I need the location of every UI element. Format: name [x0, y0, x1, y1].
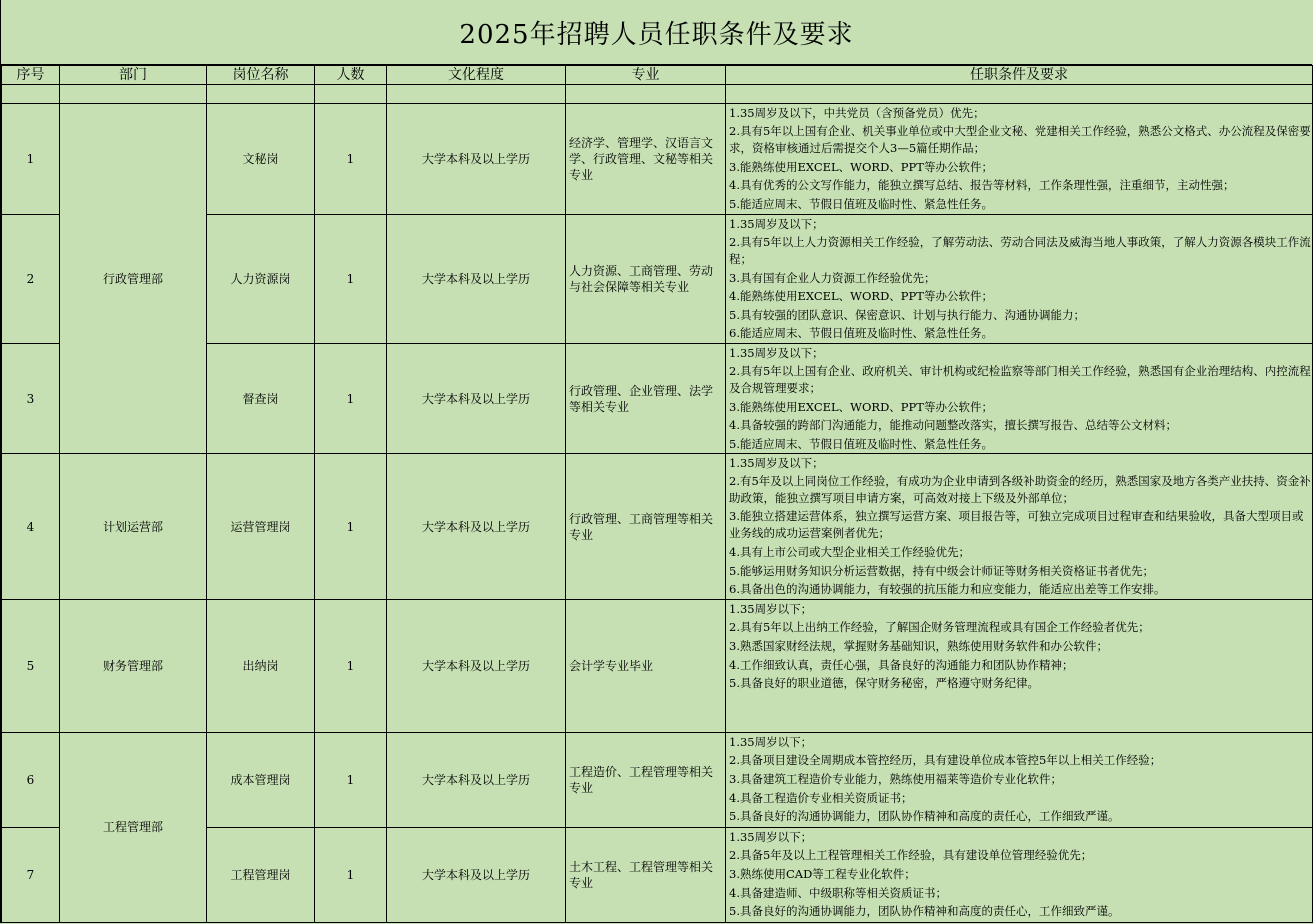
requirement-line: 2.具有5年以上人力资源相关工作经验，了解劳动法、劳动合同法及威海当地人事政策，了解人力资源各模块工作流程； — [729, 234, 1311, 267]
cell-count[interactable]: 1 — [315, 732, 387, 827]
requirement-line: 1.35周岁以下； — [729, 734, 813, 749]
requirement-line: 1.35周岁及以下； — [729, 456, 824, 471]
requirement-line: 1.35周岁及以下； — [729, 346, 824, 360]
header-row — [2, 66, 1313, 85]
empty-cell[interactable] — [60, 85, 207, 104]
requirement-line: 3.熟练使用CAD等工程专业化软件； — [729, 866, 916, 881]
requirement-line: 3.能熟练使用EXCEL、WORD、PPT等办公软件； — [729, 159, 993, 174]
cell-department[interactable]: 行政管理部 — [60, 104, 207, 454]
requirement-line: 4.工作细致认真，责任心强，具备良好的沟通能力和团队协作精神； — [729, 657, 1074, 672]
header-education[interactable]: 文化程度 — [387, 66, 566, 85]
requirement-line: 2.具备5年及以上工程管理相关工作经验，具有建设单位管理经验优先； — [729, 848, 1093, 863]
empty-cell[interactable] — [207, 85, 315, 104]
requirement-line: 4.具备工程造价专业相关资质证书； — [729, 790, 913, 805]
header-requirements[interactable]: 任职条件及要求 — [726, 66, 1313, 85]
requirement-line: 5.能适应周末、节假日值班及临时性、紧急性任务。 — [729, 196, 993, 211]
table-row — [2, 104, 1313, 215]
requirement-line: 5.具备良好的沟通协调能力，团队协作精神和高度的责任心，工作细致严谨。 — [729, 904, 1120, 919]
requirement-line: 1.35周岁及以下，中共党员（含预备党员）优先； — [729, 106, 985, 120]
page-title: 2025年招聘人员任职条件及要求 — [459, 19, 854, 50]
requirement-line: 4.具有优秀的公文写作能力，能独立撰写总结、报告等材料，工作条理性强，注重细节，主动性强； — [729, 178, 1235, 193]
cell-no[interactable]: 2 — [2, 215, 60, 344]
cell-requirements[interactable] — [726, 344, 1313, 454]
cell-position[interactable]: 督查岗 — [207, 344, 315, 454]
cell-department[interactable]: 工程管理部 — [60, 732, 207, 922]
empty-cell[interactable] — [387, 85, 566, 104]
requirement-line: 1.35周岁以下； — [729, 829, 813, 844]
cell-education[interactable]: 大学本科及以上学历 — [387, 215, 566, 344]
cell-education[interactable]: 大学本科及以上学历 — [387, 827, 566, 922]
cell-position[interactable]: 成本管理岗 — [207, 732, 315, 827]
table-row — [2, 454, 1313, 599]
requirement-line: 5.能适应周末、节假日值班及临时性、紧急性任务。 — [729, 436, 993, 451]
cell-count[interactable]: 1 — [315, 827, 387, 922]
cell-major[interactable]: 行政管理、工商管理等相关专业 — [566, 454, 726, 599]
requirement-line: 5.具有较强的团队意识、保密意识、计划与执行能力、沟通协调能力； — [729, 307, 1085, 322]
requirement-line: 2.有5年及以上同岗位工作经验，有成功为企业申请到各级补助资金的经历，熟悉国家及地方各类产业扶持、资金补助政策，能独立撰写项目申请方案，可高效对接上下级及外部单位； — [729, 473, 1311, 506]
header-major[interactable]: 专业 — [566, 66, 726, 85]
cell-count[interactable]: 1 — [315, 454, 387, 599]
requirement-line: 3.能熟练使用EXCEL、WORD、PPT等办公软件； — [729, 399, 993, 414]
cell-position[interactable]: 工程管理岗 — [207, 827, 315, 922]
requirement-line: 4.具备较强的跨部门沟通能力，能推动问题整改落实，擅长撰写报告、总结等公文材料； — [729, 418, 1177, 433]
requirement-line: 2.具有5年以上出纳工作经验，了解国企财务管理流程或具有国企工作经验者优先； — [729, 620, 1150, 635]
cell-requirements[interactable] — [726, 599, 1313, 732]
cell-requirements[interactable] — [726, 732, 1313, 827]
requirement-line: 6.具备出色的沟通协调能力，有较强的抗压能力和应变能力，能适应出差等工作安排。 — [729, 582, 1166, 597]
header-position[interactable]: 岗位名称 — [207, 66, 315, 85]
cell-count[interactable]: 1 — [315, 104, 387, 215]
cell-department[interactable]: 计划运营部 — [60, 454, 207, 599]
requirement-line: 5.具备良好的职业道德，保守财务秘密，严格遵守财务纪律。 — [729, 676, 1039, 691]
header-no[interactable]: 序号 — [2, 66, 60, 85]
cell-position[interactable]: 文秘岗 — [207, 104, 315, 215]
empty-cell[interactable] — [726, 85, 1313, 104]
cell-major[interactable]: 经济学、管理学、汉语言文学、行政管理、文秘等相关专业 — [566, 104, 726, 215]
cell-education[interactable]: 大学本科及以上学历 — [387, 104, 566, 215]
spacer-row — [2, 85, 1313, 104]
cell-no[interactable]: 4 — [2, 454, 60, 599]
requirement-line: 3.熟悉国家财经法规，掌握财务基础知识，熟练使用财务软件和办公软件； — [729, 638, 1108, 653]
empty-cell[interactable] — [315, 85, 387, 104]
cell-major[interactable]: 土木工程、工程管理等相关专业 — [566, 827, 726, 922]
table-row — [2, 732, 1313, 827]
cell-education[interactable]: 大学本科及以上学历 — [387, 344, 566, 454]
requirement-line: 6.能适应周末、节假日值班及临时性、紧急性任务。 — [729, 326, 993, 341]
requirement-line: 1.35周岁以下； — [729, 601, 813, 616]
requirement-line: 2.具备项目建设全周期成本管控经历，具有建设单位成本管控5年以上相关工作经验； — [729, 753, 1162, 768]
header-department[interactable]: 部门 — [60, 66, 207, 85]
requirement-line: 5.能够运用财务知识分析运营数据，持有中级会计师证等财务相关资格证书者优先； — [729, 563, 1154, 578]
cell-position[interactable]: 出纳岗 — [207, 599, 315, 732]
requirement-line: 2.具有5年以上国有企业、政府机关、审计机构或纪检监察等部门相关工作经验，熟悉国有企业治理结构、内控流程及合规管理要求； — [729, 363, 1311, 396]
cell-no[interactable]: 6 — [2, 732, 60, 827]
cell-count[interactable]: 1 — [315, 599, 387, 732]
cell-no[interactable]: 1 — [2, 104, 60, 215]
requirement-line: 3.具有国有企业人力资源工作经验优先； — [729, 270, 936, 285]
cell-requirements[interactable] — [726, 827, 1313, 922]
requirement-line: 4.具备建造师、中级职称等相关资质证书； — [729, 885, 947, 900]
cell-no[interactable]: 7 — [2, 827, 60, 922]
cell-count[interactable]: 1 — [315, 344, 387, 454]
cell-education[interactable]: 大学本科及以上学历 — [387, 599, 566, 732]
requirement-line: 4.具有上市公司或大型企业相关工作经验优先； — [729, 544, 970, 559]
cell-requirements[interactable] — [726, 215, 1313, 344]
cell-major[interactable]: 会计学专业毕业 — [566, 599, 726, 732]
requirement-line: 3.具备建筑工程造价专业能力，熟练使用福莱等造价专业化软件； — [729, 771, 1062, 786]
header-count[interactable]: 人数 — [315, 66, 387, 85]
cell-no[interactable]: 3 — [2, 344, 60, 454]
requirement-line: 3.能独立搭建运营体系，独立撰写运营方案、项目报告等，可独立完成项目过程审查和结果验收，具备大型项目或业务线的成功运营案例者优先； — [729, 508, 1304, 541]
requirement-line: 1.35周岁及以下； — [729, 217, 824, 231]
cell-department[interactable]: 财务管理部 — [60, 599, 207, 732]
cell-position[interactable]: 运营管理岗 — [207, 454, 315, 599]
cell-count[interactable]: 1 — [315, 215, 387, 344]
cell-requirements[interactable] — [726, 104, 1313, 215]
cell-major[interactable]: 人力资源、工商管理、劳动与社会保障等相关专业 — [566, 215, 726, 344]
cell-no[interactable]: 5 — [2, 599, 60, 732]
cell-education[interactable]: 大学本科及以上学历 — [387, 732, 566, 827]
cell-major[interactable]: 行政管理、企业管理、法学等相关专业 — [566, 344, 726, 454]
cell-major[interactable]: 工程造价、工程管理等相关专业 — [566, 732, 726, 827]
cell-position[interactable]: 人力资源岗 — [207, 215, 315, 344]
title-cell[interactable] — [1, 0, 1312, 65]
requirement-line: 4.能熟练使用EXCEL、WORD、PPT等办公软件； — [729, 289, 993, 304]
recruitment-table — [1, 65, 1313, 923]
cell-education[interactable]: 大学本科及以上学历 — [387, 454, 566, 599]
table-row — [2, 599, 1313, 732]
requirement-line: 2.具有5年以上国有企业、机关事业单位或中大型企业文秘、党建相关工作经验，熟悉公文格式、办公流程及保密要求，资格审核通过后需提交个人3—5篇任期作品； — [729, 123, 1311, 156]
empty-cell[interactable] — [2, 85, 60, 104]
requirement-line: 5.具备良好的沟通协调能力，团队协作精神和高度的责任心，工作细致严谨。 — [729, 809, 1120, 824]
empty-cell[interactable] — [566, 85, 726, 104]
cell-requirements[interactable] — [726, 454, 1313, 599]
